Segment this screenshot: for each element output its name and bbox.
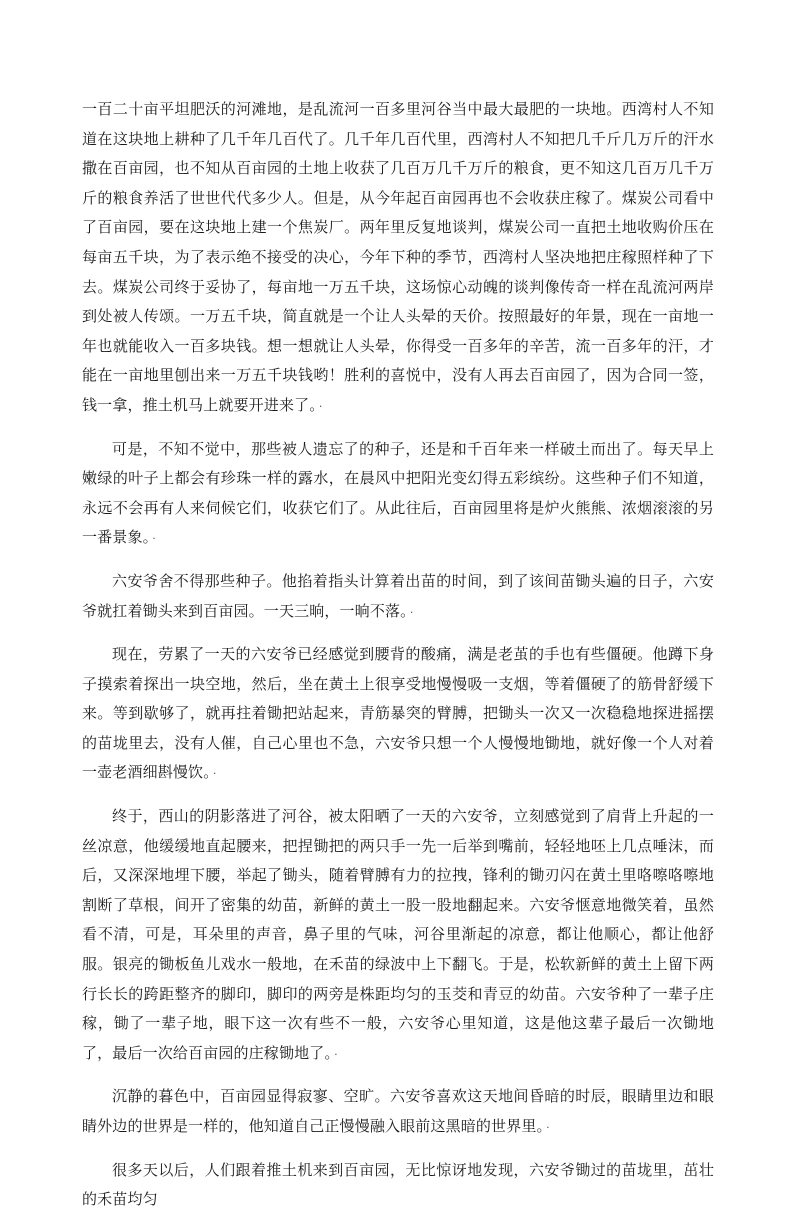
paragraph-end-mark: · bbox=[318, 399, 323, 413]
paragraph-2 bbox=[82, 435, 714, 554]
paragraph-gap bbox=[82, 1143, 714, 1156]
paragraph-gap bbox=[82, 789, 714, 802]
paragraph-end-mark: · bbox=[152, 532, 156, 546]
paragraph-end-mark: · bbox=[334, 1047, 338, 1061]
document-page bbox=[82, 95, 714, 1216]
paragraph-3 bbox=[82, 567, 714, 627]
paragraph-text: 一百二十亩平坦肥沃的河滩地，是乱流河一百多里河谷当中最大最肥的一块地。西湾村人不知道在这块地上耕种了几千年几百代了。几千年几百代里，西湾村人不知把几千斤几万斤的汗水撒在百亩园，也不知从百亩园的土地上收获了几百万几千万斤的粮食，更不知这几百万几千万斤的粮食养活了世世代代多少人。但是，从今年起百亩园再也不会收获庄稼了。煤炭公司看中了百亩园，要在这块地上建一个焦炭厂。两年里反复地谈判，煤炭公司一直把土地收购价压在每亩五千块，为了表示绝不接受的决心，今年下种的季节，西湾村人坚决地把庄稼照样种了下去。煤炭公司终于妥协了，每亩地一万五千块，这场惊心动魄的谈判像传奇一样在乱流河两岸到处被人传颂。一万五千块，简直就是一个让人头晕的天价。按照最好的年景，现在一亩地一年也就能收入一百多块钱。想一想就让人头晕，你得受一百多年的辛苦，流一百多年的汗，才能在一亩地里刨出来一万五千块钱哟！胜利的喜悦中，没有人再去百亩园了，因为合同一签，钱一拿，推土机马上就要开进来了。 bbox=[82, 100, 714, 414]
paragraph-end-mark: · bbox=[212, 767, 217, 781]
paragraph-6 bbox=[82, 1082, 714, 1142]
paragraph-text: 现在，劳累了一天的六安爷已经感觉到腰背的酸痛，满是老茧的手也有些僵硬。他蹲下身子摸索着探出一块空地，然后，坐在黄土上很享受地慢慢吸一支烟，等着僵硬了的筋骨舒缓下来。等到歇够了，就再拄着锄把站起来，青筋暴突的臂膊，把锄头一次又一次稳稳地探进摇摆的苗垅里去，没有人催，自己心里也不急，六安爷只想一个人慢慢地锄地，就好像一个人对着一壶老酒细斟慢饮。 bbox=[82, 645, 714, 782]
paragraph-end-mark: · bbox=[409, 605, 414, 619]
paragraph-text: 终于，西山的阴影落进了河谷，被太阳晒了一天的六安爷，立刻感觉到了肩背上升起的一丝凉意，他缓缓地直起腰来，把捏锄把的两只手一先一后举到嘴前，轻轻地呸上几点唾沫，而后，又深深地埋下腰，举起了锄头，随着臂膊有力的拉拽，锋利的锄刃闪在黄土里咯嚓咯嚓地割断了草根，间开了密集的幼苗，新鲜的黄土一股一股地翻起来。六安爷惬意地微笑着，虽然看不清，可是，耳朵里的声音，鼻子里的气味，河谷里渐起的凉意，都让他顺心，都让他舒服。银亮的锄板鱼儿戏水一般地，在禾苗的绿波中上下翻飞。于是，松软新鲜的黄土上留下两行长长的跨距整齐的脚印，脚印的两旁是株距均匀的玉茭和青豆的幼苗。六安爷种了一辈子庄稼，锄了一辈子地，眼下这一次有些不一般，六安爷心里知道，这是他这辈子最后一次锄地了，最后一次给百亩园的庄稼锄地了。 bbox=[82, 807, 714, 1062]
paragraph-end-mark: · bbox=[546, 1121, 550, 1134]
paragraph-text: 沉静的暮色中，百亩园显得寂寥、空旷。六安爷喜欢这天地间昏暗的时辰，眼睛里边和眼睛外边的世界是一样的，他知道自己正慢慢融入眼前这黑暗的世界里。 bbox=[82, 1087, 714, 1135]
paragraph-5 bbox=[82, 802, 714, 1069]
paragraph-gap bbox=[82, 627, 714, 640]
paragraph-gap bbox=[82, 422, 714, 435]
paragraph-7 bbox=[82, 1156, 714, 1216]
paragraph-gap bbox=[82, 1069, 714, 1082]
paragraph-text: 可是，不知不觉中，那些被人遗忘了的种子，还是和千百年来一样破土而出了。每天早上嫩绿的叶子上都会有珍珠一样的露水，在晨风中把阳光变幻得五彩缤纷。这些种子们不知道，永远不会再有人来伺候它们，收获它们了。从此往后，百亩园里将是炉火熊熊、浓烟滚滚的另一番景象。 bbox=[82, 439, 714, 547]
paragraph-1 bbox=[82, 95, 714, 422]
paragraph-4 bbox=[82, 640, 714, 789]
paragraph-text: 很多天以后，人们跟着推土机来到百亩园，无比惊讶地发现，六安爷锄过的苗垅里，茁壮的禾苗均匀 bbox=[82, 1160, 714, 1209]
paragraph-text: 六安爷舍不得那些种子。他掐着指头计算着出苗的时间，到了该间苗锄头遍的日子，六安爷就扛着锄头来到百亩园。一天三晌，一晌不落。 bbox=[82, 571, 714, 620]
paragraph-gap bbox=[82, 554, 714, 567]
